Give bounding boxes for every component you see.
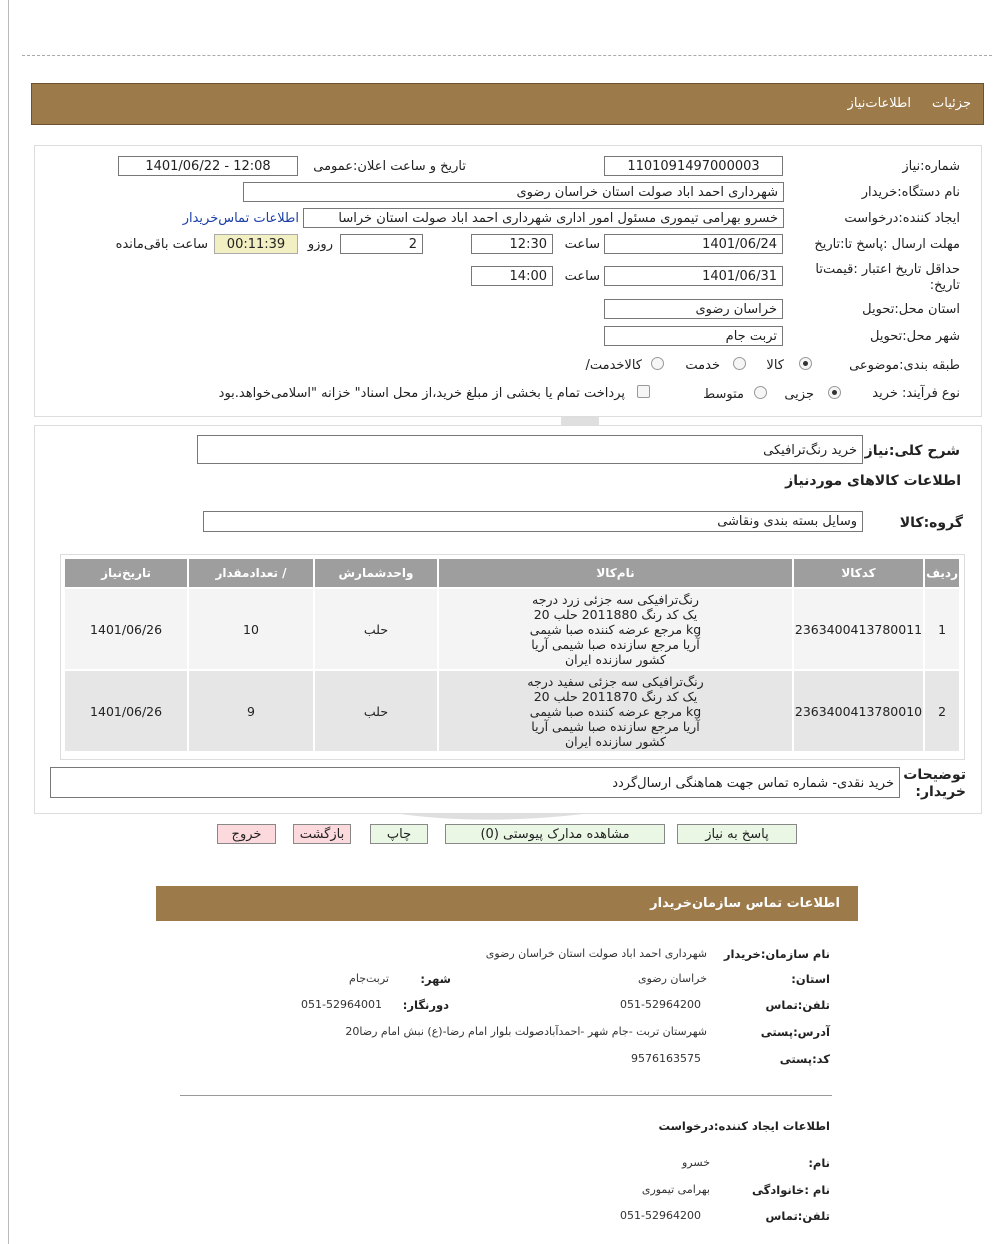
col-header-index: ردیف bbox=[925, 559, 959, 587]
page-header bbox=[31, 83, 984, 125]
cell-code: 2363400413780010 bbox=[794, 671, 923, 751]
buyer-notes-field: خرید نقدی- شماره تماس جهت هماهنگی ارسال‌گردد bbox=[50, 767, 900, 798]
category-label: طبقه بندی:موضوعی bbox=[849, 358, 960, 373]
remaining-time-label: ساعت باقی‌مانده bbox=[115, 237, 208, 252]
contact-separator bbox=[180, 1095, 832, 1096]
cell-name bbox=[439, 671, 792, 751]
validity-time-label: ساعت bbox=[564, 269, 600, 284]
col-header-qty: / تعدادمقدار bbox=[189, 559, 313, 587]
process-partial-label: جزیی bbox=[784, 387, 814, 402]
category-goods-label: کالا bbox=[766, 358, 784, 373]
contact-title: اطلاعات تماس سازمان‌خریدار bbox=[650, 896, 840, 911]
days-field: 2 bbox=[340, 234, 423, 254]
process-label: نوع فرآیند: خرید bbox=[872, 386, 960, 401]
treasury-text: پرداخت تمام یا بخشی از مبلغ خرید،از محل اسناد" خزانه "اسلامی‌خواهد.بود bbox=[218, 386, 625, 401]
group-label: گروه:کالا bbox=[899, 515, 963, 531]
cell-qty: 9 bbox=[189, 671, 313, 751]
address-label: آدرس:پستی bbox=[760, 1025, 830, 1039]
org-label: نام سازمان:خریدار bbox=[723, 947, 830, 961]
tab-details[interactable]: جزئیات bbox=[932, 96, 971, 111]
category-goods-service-label: /کالاخدمت bbox=[585, 358, 642, 373]
cell-unit: حلب bbox=[315, 671, 437, 751]
validity-label-2: :تاریخ bbox=[929, 278, 960, 293]
name-line: kg مرجع عرضه کننده صبا شیمی bbox=[529, 703, 702, 719]
attachments-button[interactable]: مشاهده مدارک پیوستی (0) bbox=[445, 824, 665, 844]
city-field: تربت جام bbox=[604, 326, 783, 346]
summary-field: خرید رنگ‌ترافیکی bbox=[197, 435, 863, 464]
col-header-date: تاریخ‌نیاز bbox=[65, 559, 187, 587]
cell-date: 1401/06/26 bbox=[65, 589, 187, 669]
validity-time-field: 14:00 bbox=[471, 266, 553, 286]
days-label: روزو bbox=[307, 237, 333, 252]
buyer-notes-label: توضیحات bbox=[903, 767, 966, 783]
announce-field: 1401/06/22 - 12:08 bbox=[118, 156, 298, 176]
col-header-name: نام‌کالا bbox=[439, 559, 792, 587]
name-line: رنگ‌ترافیکی سه جزئی زرد درجه bbox=[532, 591, 699, 607]
deadline-date-field: 1401/06/24 bbox=[604, 234, 783, 254]
postal-value: 9576163575 bbox=[631, 1052, 701, 1065]
announce-label: تاریخ و ساعت اعلان:عمومی bbox=[313, 159, 466, 174]
name-line: آریا مرجع سازنده صبا شیمی آریا bbox=[531, 718, 700, 734]
city-label: شهر محل:تحویل bbox=[870, 329, 960, 344]
col-header-code: کدکالا bbox=[794, 559, 923, 587]
deadline-time-label: ساعت bbox=[564, 237, 600, 252]
contact-city-value: تربت‌جام bbox=[349, 972, 389, 985]
cell-qty: 10 bbox=[189, 589, 313, 669]
print-button[interactable]: چاپ bbox=[370, 824, 428, 844]
creator-phone-label: تلفن:تماس bbox=[765, 1209, 830, 1223]
buyer-org-label: نام دستگاه:خریدار bbox=[861, 185, 960, 200]
address-value: شهرستان تربت -جام شهر -احمدآبادصولت بلوار امام رضا-(ع) نبش امام رضا20 bbox=[345, 1025, 707, 1038]
name-line: kg مرجع عرضه کننده صبا شیمی bbox=[529, 621, 702, 637]
cell-name bbox=[439, 589, 792, 669]
contact-header bbox=[156, 886, 858, 921]
phone-label: تلفن:تماس bbox=[765, 998, 830, 1012]
fax-value: 051-52964001 bbox=[301, 998, 382, 1011]
category-goods-service-radio[interactable] bbox=[651, 357, 664, 370]
creator-phone-value: 051-52964200 bbox=[620, 1209, 701, 1222]
contact-province-label: :استان bbox=[791, 972, 830, 986]
left-border-line bbox=[8, 0, 9, 1244]
need-number-label: شماره:نیاز bbox=[902, 159, 960, 174]
name-line: یک کد رنگ 2011880 حلب 20 bbox=[533, 606, 698, 622]
phone-value: 051-52964200 bbox=[620, 998, 701, 1011]
goods-info-title: اطلاعات کالاهای موردنیاز bbox=[785, 473, 961, 489]
name-line: یک کد رنگ 2011870 حلب 20 bbox=[533, 688, 698, 704]
remaining-time: 00:11:39 bbox=[214, 234, 298, 254]
name-line: کشور سازنده ایران bbox=[565, 651, 666, 667]
deadline-label: مهلت ارسال :پاسخ تا:تاریخ bbox=[814, 237, 960, 252]
creator-name-value: خسرو bbox=[682, 1156, 710, 1169]
need-number-field: 1101091497000003 bbox=[604, 156, 783, 176]
cell-index: 2 bbox=[925, 671, 959, 751]
category-service-label: خدمت bbox=[685, 358, 720, 373]
creator-name-label: :نام bbox=[808, 1156, 830, 1170]
province-label: استان محل:تحویل bbox=[862, 302, 960, 317]
name-line: کشور سازنده ایران bbox=[565, 733, 666, 749]
creator-title: اطلاعات ایجاد کننده:درخواست bbox=[658, 1119, 830, 1133]
category-goods-radio[interactable] bbox=[799, 357, 812, 370]
back-button[interactable]: بازگشت bbox=[293, 824, 351, 844]
table-row bbox=[65, 671, 959, 751]
process-medium-radio[interactable] bbox=[754, 386, 767, 399]
name-line: رنگ‌ترافیکی سه جزئی سفید درجه bbox=[527, 673, 704, 689]
tab-need-info[interactable]: اطلاعات‌نیاز bbox=[847, 96, 911, 111]
buyer-notes-label-2: :خریدار bbox=[915, 784, 966, 800]
cell-index: 1 bbox=[925, 589, 959, 669]
org-value: شهرداری احمد اباد صولت استان خراسان رضوی bbox=[485, 947, 707, 960]
top-divider bbox=[22, 55, 992, 56]
contact-info-link[interactable]: اطلاعات تماس‌خریدار bbox=[182, 211, 299, 226]
contact-province-value: خراسان رضوی bbox=[637, 972, 707, 985]
fax-label: :دورنگار bbox=[402, 998, 449, 1012]
reply-button[interactable]: پاسخ به نیاز bbox=[677, 824, 797, 844]
postal-label: کد:پستی bbox=[779, 1052, 830, 1066]
treasury-checkbox[interactable] bbox=[637, 385, 650, 398]
name-line: آریا مرجع سازنده صبا شیمی آریا bbox=[531, 636, 700, 652]
deadline-time-field: 12:30 bbox=[471, 234, 553, 254]
buyer-org-field: شهرداری احمد اباد صولت استان خراسان رضوی bbox=[243, 182, 784, 202]
requester-label: ایجاد کننده:درخواست bbox=[844, 211, 960, 226]
creator-family-value: بهرامی تیموری bbox=[641, 1183, 710, 1196]
validity-label: حداقل تاریخ اعتبار :قیمت‌تا bbox=[815, 262, 960, 277]
validity-date-field: 1401/06/31 bbox=[604, 266, 783, 286]
creator-family-label: نام :خانوادگی bbox=[752, 1183, 830, 1197]
table-row bbox=[65, 589, 959, 669]
cell-unit: حلب bbox=[315, 589, 437, 669]
cell-date: 1401/06/26 bbox=[65, 671, 187, 751]
goods-table bbox=[63, 557, 961, 753]
contact-city-label: :شهر bbox=[420, 972, 451, 986]
process-partial-radio[interactable] bbox=[828, 386, 841, 399]
summary-label: شرح کلی:نیاز bbox=[864, 443, 960, 459]
process-medium-label: متوسط bbox=[703, 387, 744, 402]
group-field: وسایل بسته بندی ونقاشی bbox=[203, 511, 863, 532]
exit-button[interactable]: خروج bbox=[217, 824, 276, 844]
cell-code: 2363400413780011 bbox=[794, 589, 923, 669]
requester-field: خسرو بهرامی تیموری مسئول امور اداری شهرداری احمد اباد صولت استان خراسا bbox=[303, 208, 784, 228]
province-field: خراسان رضوی bbox=[604, 299, 783, 319]
category-service-radio[interactable] bbox=[733, 357, 746, 370]
col-header-unit: واحدشمارش bbox=[315, 559, 437, 587]
